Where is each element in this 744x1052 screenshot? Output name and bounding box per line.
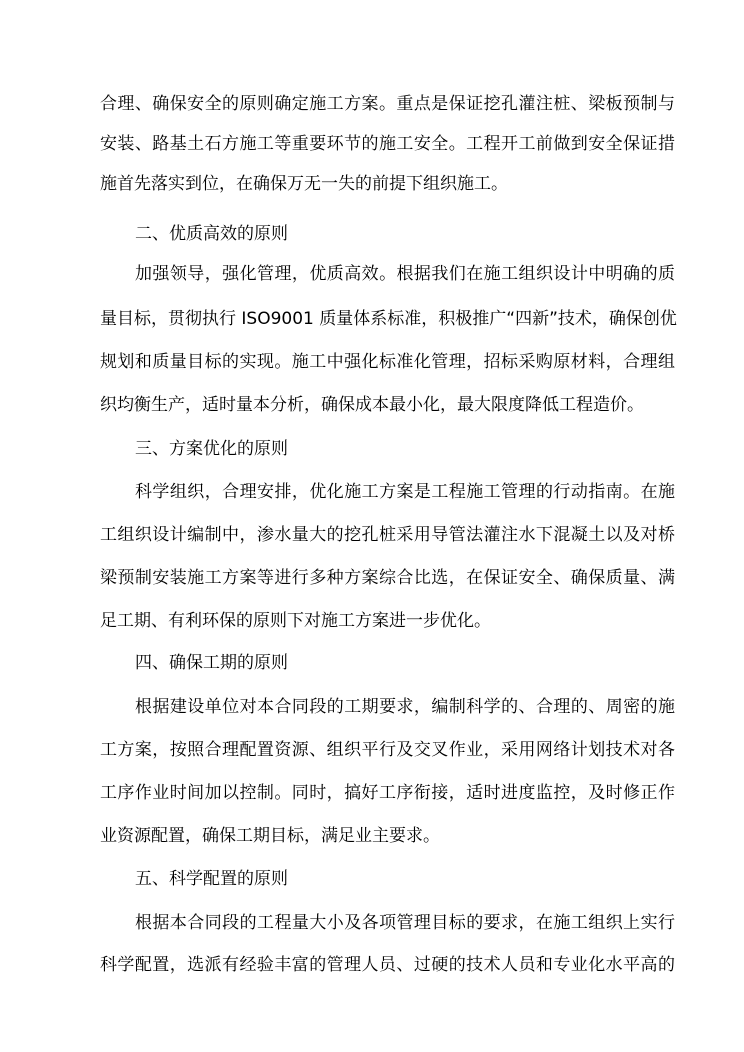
paragraph-line: 加强领导，强化管理，优质高效。根据我们在施工组织设计中明确的质 (135, 264, 675, 284)
paragraph-line: 规划和质量目标的实现。施工中强化标准化管理，招标采购原材料，合理组 (100, 352, 675, 372)
paragraph-line: 足工期、有利环保的原则下对施工方案进一步优化。 (100, 611, 491, 631)
paragraph-line: 安装、路基土石方施工等重要环节的施工安全。工程开工前做到安全保证措 (100, 134, 675, 154)
paragraph-line: 工序作业时间加以控制。同时，搞好工序衔接，适时进度监控，及时修正作 (100, 783, 675, 803)
section-heading: 四、确保工期的原则 (135, 653, 288, 673)
paragraph-line: 工方案，按照合理配置资源、组织平行及交叉作业，采用网络计划技术对各 (100, 740, 675, 760)
paragraph-line: 根据本合同段的工程量大小及各项管理目标的要求，在施工组织上实行 (135, 913, 675, 933)
paragraph-line: 量目标，贯彻执行 ISO9001 质量体系标准，积极推广“四新”技术，确保创优 (100, 309, 677, 329)
section-heading: 五、科学配置的原则 (135, 869, 288, 889)
paragraph-line: 工组织设计编制中，渗水量大的挖孔桩采用导管法灌注水下混凝土以及对桥 (100, 525, 675, 545)
paragraph-line: 根据建设单位对本合同段的工期要求，编制科学的、合理的、周密的施 (135, 697, 675, 717)
paragraph-line: 科学组织，合理安排，优化施工方案是工程施工管理的行动指南。在施 (135, 482, 675, 502)
paragraph-line: 施首先落实到位，在确保万无一失的前提下组织施工。 (100, 174, 508, 194)
paragraph-line: 业资源配置，确保工期目标，满足业主要求。 (100, 826, 440, 846)
section-heading: 三、方案优化的原则 (135, 439, 288, 459)
paragraph-line: 合理、确保安全的原则确定施工方案。重点是保证挖孔灌注桩、梁板预制与 (100, 94, 675, 114)
paragraph-line: 织均衡生产，适时量本分析，确保成本最小化，最大限度降低工程造价。 (100, 395, 644, 415)
section-heading: 二、优质高效的原则 (135, 224, 288, 244)
paragraph-line: 科学配置，选派有经验丰富的管理人员、过硬的技术人员和专业化水平高的 (100, 955, 675, 975)
paragraph-line: 梁预制安装施工方案等进行多种方案综合比选，在保证安全、确保质量、满 (100, 568, 675, 588)
